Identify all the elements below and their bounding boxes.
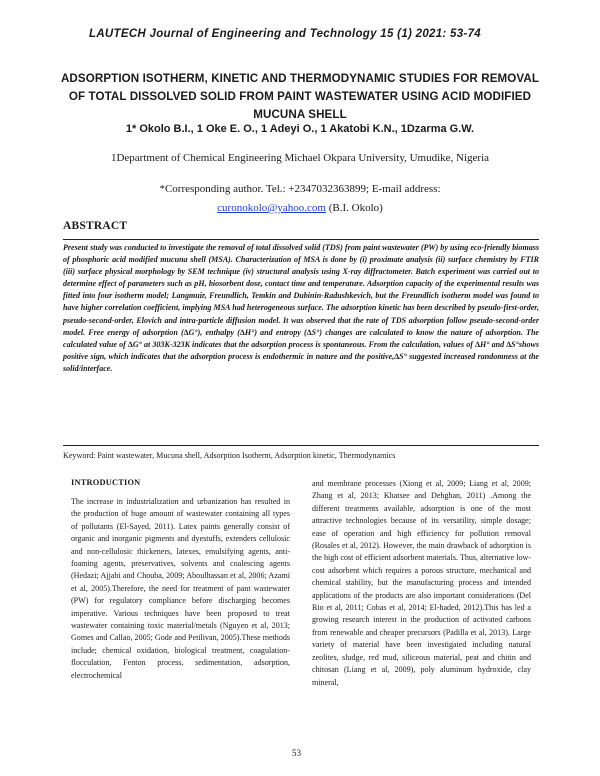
contact-prefix: *Corresponding author. Tel.: +2347032363899; E-mail address: <box>159 183 441 195</box>
affiliation: 1Department of Chemical Engineering Michael Okpara University, Umudike, Nigeria <box>110 152 490 164</box>
corresponding-author <box>110 180 490 218</box>
article-title: ADSORPTION ISOTHERM, KINETIC AND THERMODYNAMIC STUDIES FOR REMOVAL OF TOTAL DISSOLVED SOLID FROM PAINT WASTEWATER USING ACID MODIFIED MUCUNA SHELL <box>60 72 540 121</box>
abstract-top-rule <box>63 239 539 240</box>
contact-suffix: (B.I. Okolo) <box>325 202 383 214</box>
introduction-heading: INTRODUCTION <box>71 478 141 487</box>
journal-header: LAUTECH Journal of Engineering and Technology 15 (1) 2021: 53-74 <box>89 28 481 40</box>
email-link[interactable]: curonokolo@yahoo.com <box>217 202 326 214</box>
abstract-heading: ABSTRACT <box>63 220 128 232</box>
abstract-bottom-rule <box>63 445 539 446</box>
keywords: Keyword: Paint wastewater, Mucuna shell, Adsorption Isotherm, Adsorption kinetic, Thermodynamics <box>63 451 396 460</box>
abstract-text: Present study was conducted to investigate the removal of total dissolved solid (TDS) from paint wastewater (PW) by using eco-friendly biomass of phosphoric acid modified mucuna shell (MSA). Characterization of MSA is done by (i) proximate analysis (ii) surface chemistry by FTIR (iii) surface physical morphology by SEM technique (iv) structural analysis using X-ray diffractometer. Batch experiment was carried out to determine effect of parameters such as pH, biosorbent dose, contact time and temperature. Adsorption capacity of the experimental results was fitted into four isotherm model; Langmuir, Freundlich, Temkin and Dubinin-Radushkevich, but the Freundlich isotherm model was found to have higher correlation coefficient, implying MSA had heterogeneous surface. The adsorption kinetic has been described by pseudo-first-order, pseudo-second-order, Elovich and intra-particle diffusion model. It was observed that the rate of TDS adsorption follow pseudo-second-order model. Free energy of adsorption (∆G°), enthalpy (∆H°) and entropy (∆S°) changes are calculated to know the nature of adsorption. The calculated value of ∆G° at 303K-323K indicates that the adsorption process is spontaneous. From the calculation, values of ∆H° and ∆S°shows positive sign, which indicates that the adsorption process is endothermic in nature and the positive,∆S° suggested increased randomness at the solid/interface. <box>63 243 539 373</box>
page-number: 53 <box>292 748 301 758</box>
body-column-left: The increase in industrialization and urbanization has resulted in the production of huge amount of wastewater containing all types of pollutants (El-Sayed, 2011). Latex paints generally consist of organic and inorganic pigments and dyestuffs, extenders cellulosic and non-cellulosic thickeners, latexes, emulsifying agents, anti-foaming agents, preservatives, solvents and coalescing agents (Hedazi; Ajjabi and Chouba, 2009; Aboulhassan et al, 2006; Azami et al, 2005).Therefore, the need for treatment of pant wastewater (PW) for regulatory compliance before discharging becomes imperative. Various techniques have been proposed to treat wastewater containing toxic material/metals (Nguyen et al, 2013; Gomes and Callao, 2005; Gode and Petilivan, 2005).These methods include; chemical oxidation, biological treatment, coagulation-flocculation, Fenton process, sedimentation, adsorption, electrochemical <box>71 497 290 680</box>
author-list: 1* Okolo B.I., 1 Oke E. O., 1 Adeyi O., 1 Akatobi K.N., 1Dzarma G.W. <box>125 123 475 135</box>
body-column-right: and membrane processes (Xiong et al, 2009; Liang et al, 2009; Zhang et al, 2013; Khatsee and Dehghan, 2011) .Among the different treatments available, adsorption is one of the most attractive technologies because of its versatility, simple dosage; ease of operation and high efficiency for pollution removal (Rosales et al, 2012). However, the main drawback of adsorption is the high cost of efficient adsorbent materials. Thus, alternative low-cost adsorbent which requires a porous structure, mechanical and chemical stability, but the manufacturing process and intended applications of the products are also important considerations (Del Rio et al, 2011; Cobas et al, 2014; El-haded, 2012).This has led a growing research interest in the production of activated carbons from renewable and cheaper precursors (Padilla et al, 2013). Large variety of material have been investigated including natural zeolites, sludge, red mud, siliceous material, peat and chitin and chitosan (Liang et al, 2009), poly aluminum hydroxide, clay mineral, <box>312 479 531 687</box>
